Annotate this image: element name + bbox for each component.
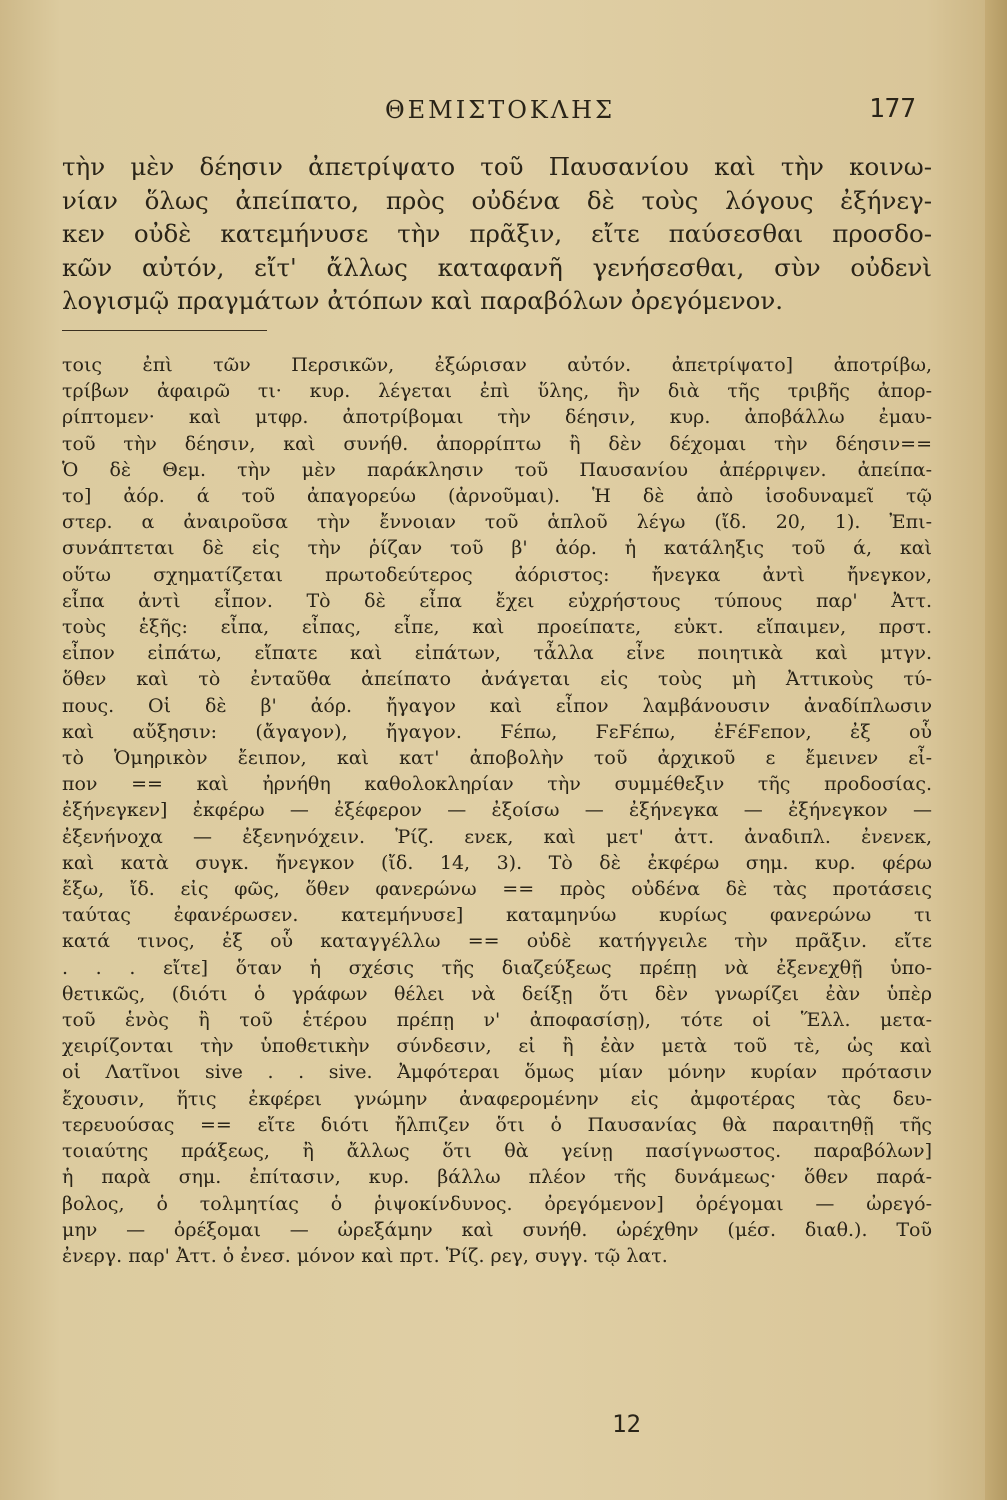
- note-line: τοιαύτης πράξεως, ἢ ἄλλως ὅτι θὰ γείνῃ πασίγνωστος. παραβόλων]: [62, 1140, 932, 1163]
- note-line: ρίπτομεν· καὶ μτφρ. ἀποτρίβομαι τὴν δέησιν, κυρ. ἀποβάλλω ἐμαυ-: [62, 406, 932, 429]
- main-line: κῶν αὐτόν, εἴτ' ἄλλως καταφανῆ γενήσεσθαι, σὺν οὐδενὶ: [62, 252, 932, 282]
- page-number: 177: [869, 94, 916, 124]
- note-line: . . . εἴτε] ὅταν ἡ σχέσις τῆς διαζεύξεως πρέπῃ νὰ ἐξενεχθῇ ὑπο-: [62, 956, 932, 979]
- note-line: χειρίζονται τὴν ὑποθετικὴν σύνδεσιν, εἰ ἢ ἐὰν μετὰ τοῦ τὲ, ὡς καὶ: [62, 1035, 932, 1058]
- note-line: ὅθεν καὶ τὸ ἐνταῦθα ἀπείπατο ἀνάγεται εἰς τοὺς μὴ Ἀττικοὺς τύ-: [62, 668, 932, 691]
- note-line: συνάπτεται δὲ εἰς τὴν ῥίζαν τοῦ β' ἀόρ. ἡ κατάληξις τοῦ ά, καὶ: [62, 537, 932, 560]
- note-line: καὶ αὔξησιν: (ἄγαγον), ἤγαγον. Ϝέπω, ϜεϜέπω, ἐϜέϜεπον, ἐξ οὗ: [62, 720, 932, 743]
- running-title: ΘΕΜΙΣΤΟΚΛΗΣ: [384, 96, 616, 124]
- note-line: θετικῶς, (διότι ὁ γράφων θέλει νὰ δείξῃ ὅτι δὲν γνωρίζει ἐὰν ὑπὲρ: [62, 982, 932, 1005]
- note-line: στερ. α ἀναιροῦσα τὴν ἔννοιαν τοῦ ἁπλοῦ λέγω (ἴδ. 20, 1). Ἐπι-: [62, 511, 932, 534]
- note-line: εἶπον εἰπάτω, εἴπατε καὶ εἰπάτων, τἆλλα εἶνε ποιητικὰ καὶ μτγν.: [62, 642, 932, 665]
- note-line: τρίβων ἀφαιρῶ τι· κυρ. λέγεται ἐπὶ ὕλης, ἣν διὰ τῆς τριβῆς ἀπορ-: [62, 380, 932, 403]
- note-line: τοις ἐπὶ τῶν Περσικῶν, ἐξώρισαν αὐτόν. ἀπετρίψατο] ἀποτρίβω,: [62, 354, 932, 376]
- note-line: ἐξήνεγκεν] ἐκφέρω — ἐξέφερον — ἐξοίσω — ἐξήνεγκα — ἐξήνεγκον —: [62, 799, 932, 822]
- note-line: κατά τινος, ἐξ οὗ καταγγέλλω == οὐδὲ κατήγγειλε τὴν πρᾶξιν. εἴτε: [62, 930, 932, 953]
- note-line: το] ἀόρ. ά τοῦ ἀπαγορεύω (ἀρνοῦμαι). Ἡ δὲ ἀπὸ ἰσοδυναμεῖ τῷ: [62, 485, 932, 508]
- signature-mark: 12: [612, 1410, 641, 1438]
- note-line: ἐξενήνοχα — ἐξενηνόχειν. Ῥίζ. ενεκ, καὶ μετ' ἀττ. ἀναδιπλ. ἐνενεκ,: [62, 825, 932, 848]
- footnotes: [62, 352, 932, 1269]
- note-line: οὕτω σχηματίζεται πρωτοδεύτερος ἀόριστος: ἤνεγκα ἀντὶ ἤνεγκον,: [62, 563, 932, 586]
- note-line: μην — ὀρέξομαι — ὠρεξάμην καὶ συνήθ. ὠρέχθην (μέσ. διαθ.). Τοῦ: [62, 1218, 932, 1241]
- main-line: νίαν ὅλως ἀπείπατο, πρὸς οὐδένα δὲ τοὺς λόγους ἐξήνεγ-: [62, 185, 932, 215]
- page-edge: [985, 0, 1007, 1500]
- note-line: βολος, ὁ τολμητίας ὁ ῥιψοκίνδυνος. ὀρεγόμενον] ὀρέγομαι — ὠρεγό-: [62, 1192, 932, 1215]
- note-line: τοὺς ἑξῆς: εἶπα, εἶπας, εἶπε, καὶ προείπατε, εὐκτ. εἴπαιμεν, πρστ.: [62, 616, 932, 639]
- footnote-rule: [62, 330, 267, 331]
- note-line: εἶπα ἀντὶ εἶπον. Τὸ δὲ εἶπα ἔχει εὐχρήστους τύπους παρ' Ἀττ.: [62, 589, 932, 612]
- note-line: πους. Οἱ δὲ β' ἀόρ. ἤγαγον καὶ εἶπον λαμβάνουσιν ἀναδίπλωσιν: [62, 694, 932, 717]
- note-line: τὸ Ὁμηρικὸν ἔειπον, καὶ κατ' ἀποβολὴν τοῦ ἀρχικοῦ ε ἔμεινεν εἶ-: [62, 747, 932, 770]
- note-line: τοῦ τὴν δέησιν, καὶ συνήθ. ἀπορρίπτω ἢ δὲν δέχομαι τὴν δέησιν==: [62, 432, 932, 455]
- running-header: [60, 88, 940, 128]
- note-line: οἱ Λατῖνοι sive . . sive. Ἀμφότεραι ὅμως μίαν μόνην κυρίαν πρότασιν: [62, 1061, 932, 1084]
- note-line: ἔχουσιν, ἥτις ἐκφέρει γνώμην ἀναφερομένην εἰς ἀμφοτέρας τὰς δευ-: [62, 1087, 932, 1110]
- note-line: πον == καὶ ἠρνήθη καθολοκληρίαν τὴν συμμέθεξιν τῆς προδοσίας.: [62, 773, 932, 796]
- note-line: ἔξω, ἴδ. εἰς φῶς, ὅθεν φανερώνω == πρὸς οὐδένα δὲ τὰς προτάσεις: [62, 878, 932, 901]
- note-line: καὶ κατὰ συγκ. ἤνεγκον (ἴδ. 14, 3). Τὸ δὲ ἐκφέρω σημ. κυρ. φέρω: [62, 851, 932, 874]
- note-line: ταύτας ἐφανέρωσεν. κατεμήνυσε] καταμηνύω κυρίως φανερώνω τι: [62, 904, 932, 927]
- note-line: τοῦ ἑνὸς ἢ τοῦ ἑτέρου πρέπῃ ν' ἀποφασίσῃ), τότε οἱ Ἕλλ. μετα-: [62, 1009, 932, 1032]
- main-line: κεν οὐδὲ κατεμήνυσε τὴν πρᾶξιν, εἴτε παύσεσθαι προσδο-: [62, 219, 932, 248]
- note-line: τερευούσας == εἴτε διότι ἤλπιζεν ὅτι ὁ Παυσανίας θὰ παραιτηθῇ τῆς: [62, 1113, 932, 1136]
- main-line: λογισμῷ πραγμάτων ἀτόπων καὶ παραβόλων ὀρεγόμενον.: [62, 286, 784, 315]
- note-line: Ὁ δὲ Θεμ. τὴν μὲν παράκλησιν τοῦ Παυσανίου ἀπέρριψεν. ἀπείπα-: [62, 458, 932, 481]
- main-text: [62, 150, 932, 318]
- note-line: ἡ παρὰ σημ. ἐπίτασιν, κυρ. βάλλω πλέον τῆς δυνάμεως· ὅθεν παρά-: [62, 1166, 932, 1189]
- main-line: τὴν μὲν δέησιν ἀπετρίψατο τοῦ Παυσανίου καὶ τὴν κοινω-: [62, 152, 932, 181]
- note-line: ἐνεργ. παρ' Ἀττ. ὁ ἐνεσ. μόνον καὶ πρτ. Ῥίζ. ρεγ, συγγ. τῷ λατ.: [62, 1244, 668, 1267]
